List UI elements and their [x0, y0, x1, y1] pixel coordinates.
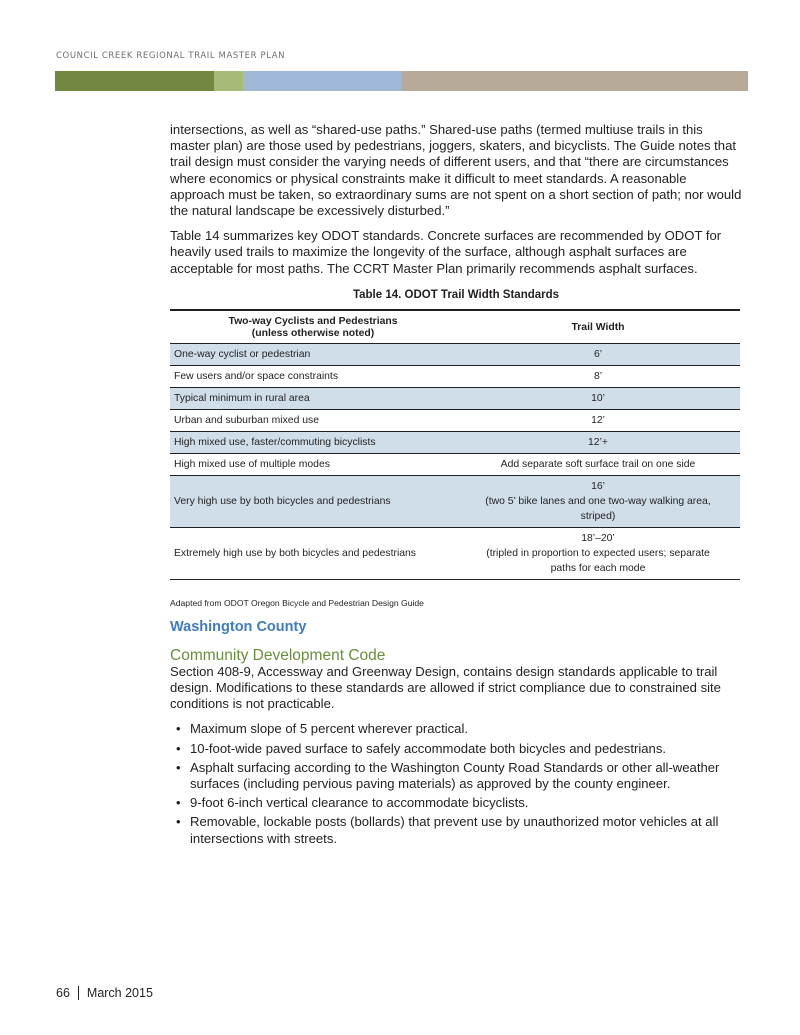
page-number: 66: [56, 986, 70, 1000]
list-item: [170, 760, 742, 792]
list-item-text: 10-foot-wide paved surface to safely accommodate both bicycles and pedestrians.: [190, 740, 667, 756]
column-header-use-line1: Two-way Cyclists and Pedestrians: [228, 315, 398, 327]
bullet-icon: •: [176, 795, 181, 811]
table-header-row: [170, 310, 740, 344]
cell-use: Extremely high use by both bicycles and pedestrians: [170, 527, 456, 579]
list-item-text: Maximum slope of 5 percent wherever practical.: [190, 721, 468, 737]
running-header-title: COUNCIL CREEK REGIONAL TRAIL MASTER PLAN: [56, 51, 286, 61]
cell-width: 6’: [456, 343, 740, 365]
bullet-icon: •: [176, 814, 181, 830]
cell-width: 12’+: [456, 431, 740, 453]
cell-use: Very high use by both bicycles and pedestrians: [170, 475, 456, 527]
cell-use: Urban and suburban mixed use: [170, 409, 456, 431]
cell-width: Add separate soft surface trail on one side: [456, 453, 740, 475]
bullet-icon: •: [176, 721, 181, 737]
list-item-text: 9-foot 6-inch vertical clearance to accommodate bicyclists.: [190, 795, 529, 811]
list-item: [170, 741, 742, 757]
body-paragraph-2: Table 14 summarizes key ODOT standards. Concrete surfaces are recommended by ODOT for heavily used trails to maximize the longevity of the surface, although asphalt surfaces are acceptable for most paths. The CCRT Master Plan primarily recommends asphalt surfaces.: [170, 228, 722, 276]
section-heading: Washington County: [170, 618, 307, 635]
table-row: [170, 431, 740, 453]
cell-width-line3: striped): [580, 510, 616, 522]
table-row: [170, 365, 740, 387]
cell-width: 12’: [456, 409, 740, 431]
table-row: [170, 453, 740, 475]
list-item-text: Removable, lockable posts (bollards) that prevent use by unauthorized motor vehicles at all intersections with streets.: [190, 814, 719, 846]
cell-use: Typical minimum in rural area: [170, 387, 456, 409]
cell-width: 8’: [456, 365, 740, 387]
cell-use: High mixed use, faster/commuting bicyclists: [170, 431, 456, 453]
color-bar-segment-tan: [402, 71, 748, 91]
list-item: [170, 814, 742, 846]
cell-width-line3: paths for each mode: [550, 562, 646, 574]
cell-use: One-way cyclist or pedestrian: [170, 343, 456, 365]
cell-width-line2: (two 5’ bike lanes and one two-way walking area,: [485, 495, 711, 507]
cell-width-line1: 18’–20’: [581, 532, 615, 544]
cell-width-line2: (tripled in proportion to expected users; separate: [486, 547, 710, 559]
body-paragraph-1: intersections, as well as “shared-use paths.” Shared-use paths (termed multiuse trails in this master plan) are those used by pedestrians, joggers, skaters, and bicyclists. The Guide notes that trail design must consider the varying needs of different users, and that “there are circumstances where economics or physical constraints make it difficult to meet standards. A reasonable approach must be taken, so extraordinary sums are not spent on a short section of path; nor would the natural landscape be excessively disturbed.”: [170, 122, 742, 219]
main-content: [170, 122, 742, 850]
list-item: [170, 795, 742, 811]
bullet-icon: •: [176, 759, 181, 775]
color-bar-segment-blue: [243, 71, 402, 91]
list-item: [170, 721, 742, 737]
cell-width: 10’: [456, 387, 740, 409]
table-row: [170, 527, 740, 579]
standards-bullet-list: [170, 721, 742, 846]
table-row: [170, 343, 740, 365]
column-header-use-line2: (unless otherwise noted): [251, 327, 375, 339]
table-caption: Table 14. ODOT Trail Width Standards: [352, 288, 560, 301]
cell-width: [456, 527, 740, 579]
table-row: [170, 409, 740, 431]
cell-use: High mixed use of multiple modes: [170, 453, 456, 475]
section-paragraph: Section 408-9, Accessway and Greenway Design, contains design standards applicable to trail design. Modifications to these standards are allowed if strict compliance due to constrained site conditions is not practicable.: [170, 663, 721, 712]
footer-date: March 2015: [86, 986, 153, 1000]
column-header-width: Trail Width: [456, 310, 740, 344]
list-item-text: Asphalt surfacing according to the Washington County Road Standards or other all-weather surfaces (including pervious paving materials) as approved by the county engineer.: [190, 759, 720, 792]
color-bar-segment-dark-green: [55, 71, 214, 91]
color-bar-segment-light-green: [214, 71, 243, 91]
header-color-bar: [55, 71, 748, 91]
cell-use: Few users and/or space constraints: [170, 365, 456, 387]
table-row: [170, 475, 740, 527]
trail-width-table: [170, 309, 740, 580]
cell-width: [456, 475, 740, 527]
section-subheading: Community Development Code: [170, 646, 386, 664]
cell-width-line1: 16’: [591, 480, 605, 492]
table-source-note: Adapted from ODOT Oregon Bicycle and Pedestrian Design Guide: [170, 597, 424, 608]
bullet-icon: •: [176, 740, 181, 756]
footer-divider: [78, 986, 79, 1000]
column-header-use: [170, 310, 456, 344]
table-row: [170, 387, 740, 409]
page-footer: [56, 986, 153, 1000]
